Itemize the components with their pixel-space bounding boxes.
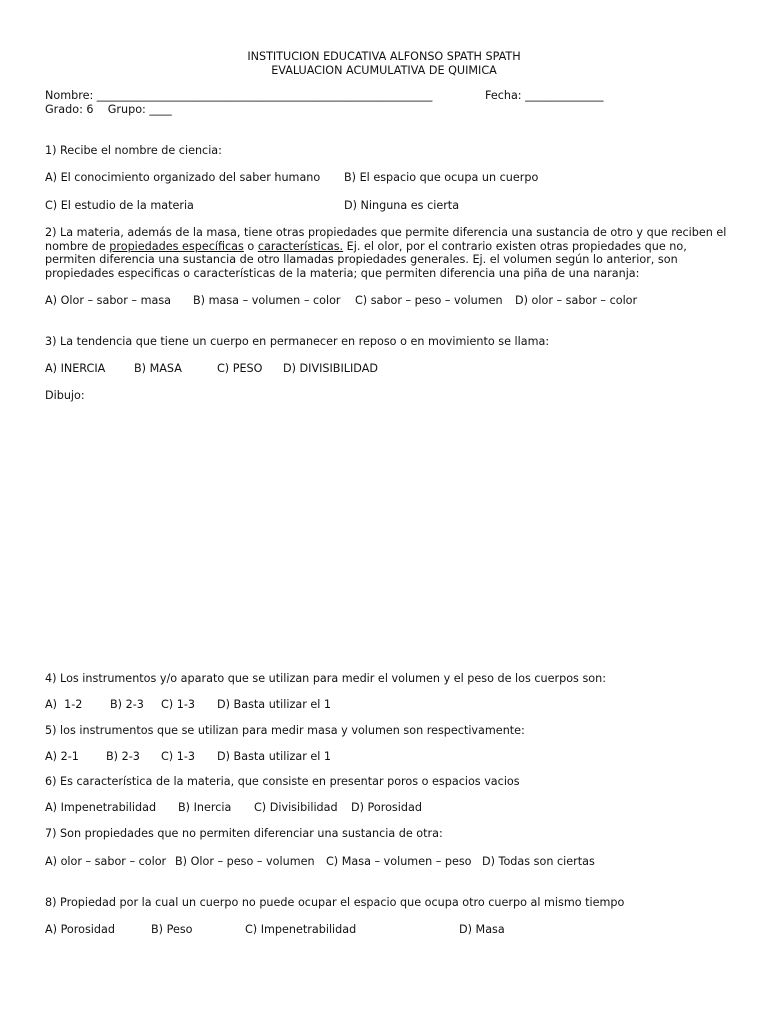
q4-option-b: B) 2-3: [110, 698, 144, 711]
nombre-field[interactable]: Nombre: ____________________________________________________________: [45, 89, 433, 102]
q7-option-a: A) olor – sabor – color: [45, 855, 167, 868]
q3-option-a: A) INERCIA: [45, 362, 106, 375]
q8-option-a: A) Porosidad: [45, 923, 115, 936]
q2-text: Ej. el olor, por el contrario existen otras propiedades que no,: [343, 240, 687, 253]
q2-text: o: [243, 240, 258, 253]
q6-option-a: A) Impenetrabilidad: [45, 801, 157, 814]
q8-option-b: B) Peso: [151, 923, 193, 936]
q2-underlined-term-2: características.: [257, 240, 344, 253]
q3-option-d: D) DIVISIBILIDAD: [283, 362, 378, 375]
q8-option-c: C) Impenetrabilidad: [245, 923, 357, 936]
q7-option-c: C) Masa – volumen – peso: [326, 855, 472, 868]
q5-option-d: D) Basta utilizar el 1: [217, 750, 332, 763]
question-3: 3) La tendencia que tiene un cuerpo en permanecer en reposo o en movimiento se llama:: [45, 335, 550, 348]
grado-grupo-field[interactable]: Grado: 6 Grupo: ____: [45, 103, 172, 116]
q3-option-c: C) PESO: [217, 362, 263, 375]
drawing-area[interactable]: [45, 410, 725, 660]
q2-option-c: C) sabor – peso – volumen: [355, 294, 503, 307]
q4-option-a: A) 1-2: [45, 698, 83, 711]
q4-option-d: D) Basta utilizar el 1: [217, 698, 332, 711]
question-8: 8) Propiedad por la cual un cuerpo no puede ocupar el espacio que ocupa otro cuerpo al mismo tiempo: [45, 896, 625, 909]
exam-title: EVALUACION ACUMULATIVA DE QUIMICA: [271, 64, 497, 77]
q5-option-c: C) 1-3: [161, 750, 196, 763]
q1-option-d: D) Ninguna es cierta: [344, 199, 460, 212]
q3-option-b: B) MASA: [134, 362, 182, 375]
q5-option-a: A) 2-1: [45, 750, 79, 763]
q8-option-d: D) Masa: [459, 923, 505, 936]
q6-option-b: B) Inercia: [178, 801, 232, 814]
question-2-line-3: permiten diferencia una sustancia de otro llamadas propiedades generales. Ej. el volumen según lo anterior, son: [45, 253, 678, 266]
q5-option-b: B) 2-3: [106, 750, 140, 763]
q1-option-a: A) El conocimiento organizado del saber humano: [45, 171, 321, 184]
q1-option-b: B) El espacio que ocupa un cuerpo: [344, 171, 539, 184]
q1-option-c: C) El estudio de la materia: [45, 199, 194, 212]
question-7: 7) Son propiedades que no permiten diferenciar una sustancia de otra:: [45, 827, 443, 840]
q2-underlined-term-1: propiedades específicas: [109, 240, 244, 253]
q6-option-c: C) Divisibilidad: [254, 801, 338, 814]
question-2-line-1: 2) La materia, además de la masa, tiene otras propiedades que permite diferencia una sustancia de otro y que reciben el: [45, 226, 727, 239]
question-1: 1) Recibe el nombre de ciencia:: [45, 144, 222, 157]
question-5: 5) los instrumentos que se utilizan para medir masa y volumen son respectivamente:: [45, 724, 525, 737]
question-2-line-4: propiedades especificas o características de la materia; que permiten diferencia una piña de una naranja:: [45, 267, 640, 280]
fecha-field[interactable]: Fecha: ______________: [485, 89, 604, 102]
drawing-label: Dibujo:: [45, 389, 85, 402]
question-2-line-2: [45, 240, 687, 253]
q7-option-d: D) Todas son ciertas: [482, 855, 595, 868]
q4-option-c: C) 1-3: [161, 698, 196, 711]
q7-option-b: B) Olor – peso – volumen: [175, 855, 315, 868]
school-name: INSTITUCION EDUCATIVA ALFONSO SPATH SPATH: [247, 50, 521, 63]
q2-option-d: D) olor – sabor – color: [515, 294, 638, 307]
question-6: 6) Es característica de la materia, que consiste en presentar poros o espacios vacios: [45, 775, 520, 788]
q6-option-d: D) Porosidad: [351, 801, 422, 814]
question-4: 4) Los instrumentos y/o aparato que se utilizan para medir el volumen y el peso de los cuerpos son:: [45, 672, 606, 685]
q2-option-b: B) masa – volumen – color: [193, 294, 341, 307]
q2-text: nombre de: [45, 240, 110, 253]
q2-option-a: A) Olor – sabor – masa: [45, 294, 172, 307]
